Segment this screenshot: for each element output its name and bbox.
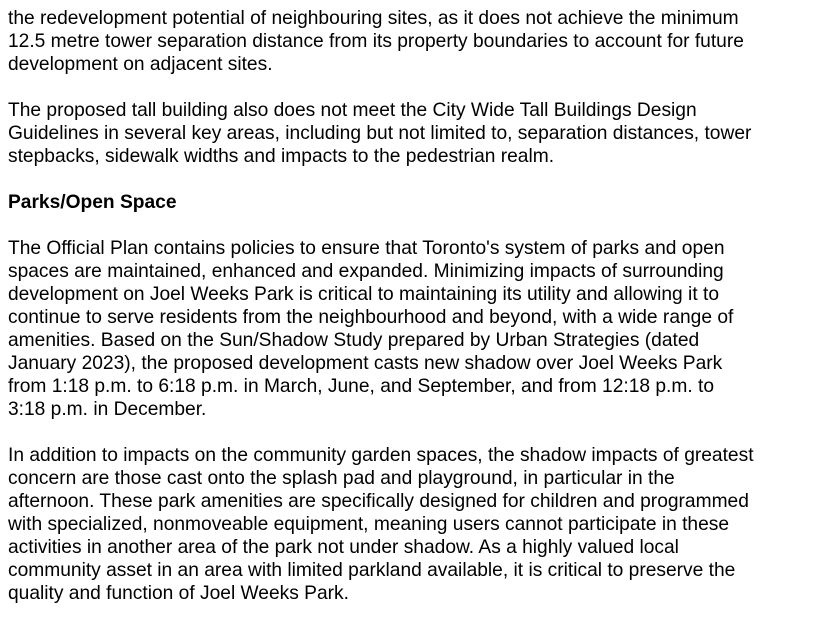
text-line: amenities. Based on the Sun/Shadow Study prepared by Urban Strategies (dated xyxy=(8,330,700,351)
text-line: with specialized, nonmoveable equipment, meaning users cannot participate in these xyxy=(8,514,730,535)
paragraph-tall-buildings-guidelines xyxy=(8,99,830,168)
text-line: community asset in an area with limited parkland available, it is critical to preserve the xyxy=(8,560,736,581)
paragraph-official-plan-shadow xyxy=(8,237,830,421)
text-line: concern are those cast onto the splash pad and playground, in particular in the xyxy=(8,468,675,489)
text-line: Guidelines in several key areas, including but not limited to, separation distances, tower xyxy=(8,123,752,144)
text-line: spaces are maintained, enhanced and expanded. Minimizing impacts of surrounding xyxy=(8,261,724,282)
text-line: January 2023), the proposed development casts new shadow over Joel Weeks Park xyxy=(8,353,723,374)
text-line: development on Joel Weeks Park is critical to maintaining its utility and allowing it to xyxy=(8,284,719,305)
text-line: The Official Plan contains policies to ensure that Toronto's system of parks and open xyxy=(8,238,725,259)
paragraph-separation-distance xyxy=(8,7,830,76)
section-heading-parks: Parks/Open Space xyxy=(8,192,177,213)
text-line: continue to serve residents from the neighbourhood and beyond, with a wide range of xyxy=(8,307,734,328)
text-line: the redevelopment potential of neighbouring sites, as it does not achieve the minimum xyxy=(8,8,739,29)
paragraph-splash-pad-impacts xyxy=(8,444,830,605)
text-line: afternoon. These park amenities are specifically designed for children and programmed xyxy=(8,491,749,512)
text-line: 3:18 p.m. in December. xyxy=(8,399,207,420)
text-line: 12.5 metre tower separation distance from its property boundaries to account for future xyxy=(8,31,744,52)
document-body xyxy=(8,7,830,628)
text-line: stepbacks, sidewalk widths and impacts to the pedestrian realm. xyxy=(8,146,555,167)
text-line: In addition to impacts on the community garden spaces, the shadow impacts of greatest xyxy=(8,445,754,466)
text-line: The proposed tall building also does not meet the City Wide Tall Buildings Design xyxy=(8,100,697,121)
text-line: activities in another area of the park not under shadow. As a highly valued local xyxy=(8,537,679,558)
text-line: development on adjacent sites. xyxy=(8,54,273,75)
text-line: quality and function of Joel Weeks Park. xyxy=(8,583,349,604)
text-line: from 1:18 p.m. to 6:18 p.m. in March, June, and September, and from 12:18 p.m. to xyxy=(8,376,715,397)
